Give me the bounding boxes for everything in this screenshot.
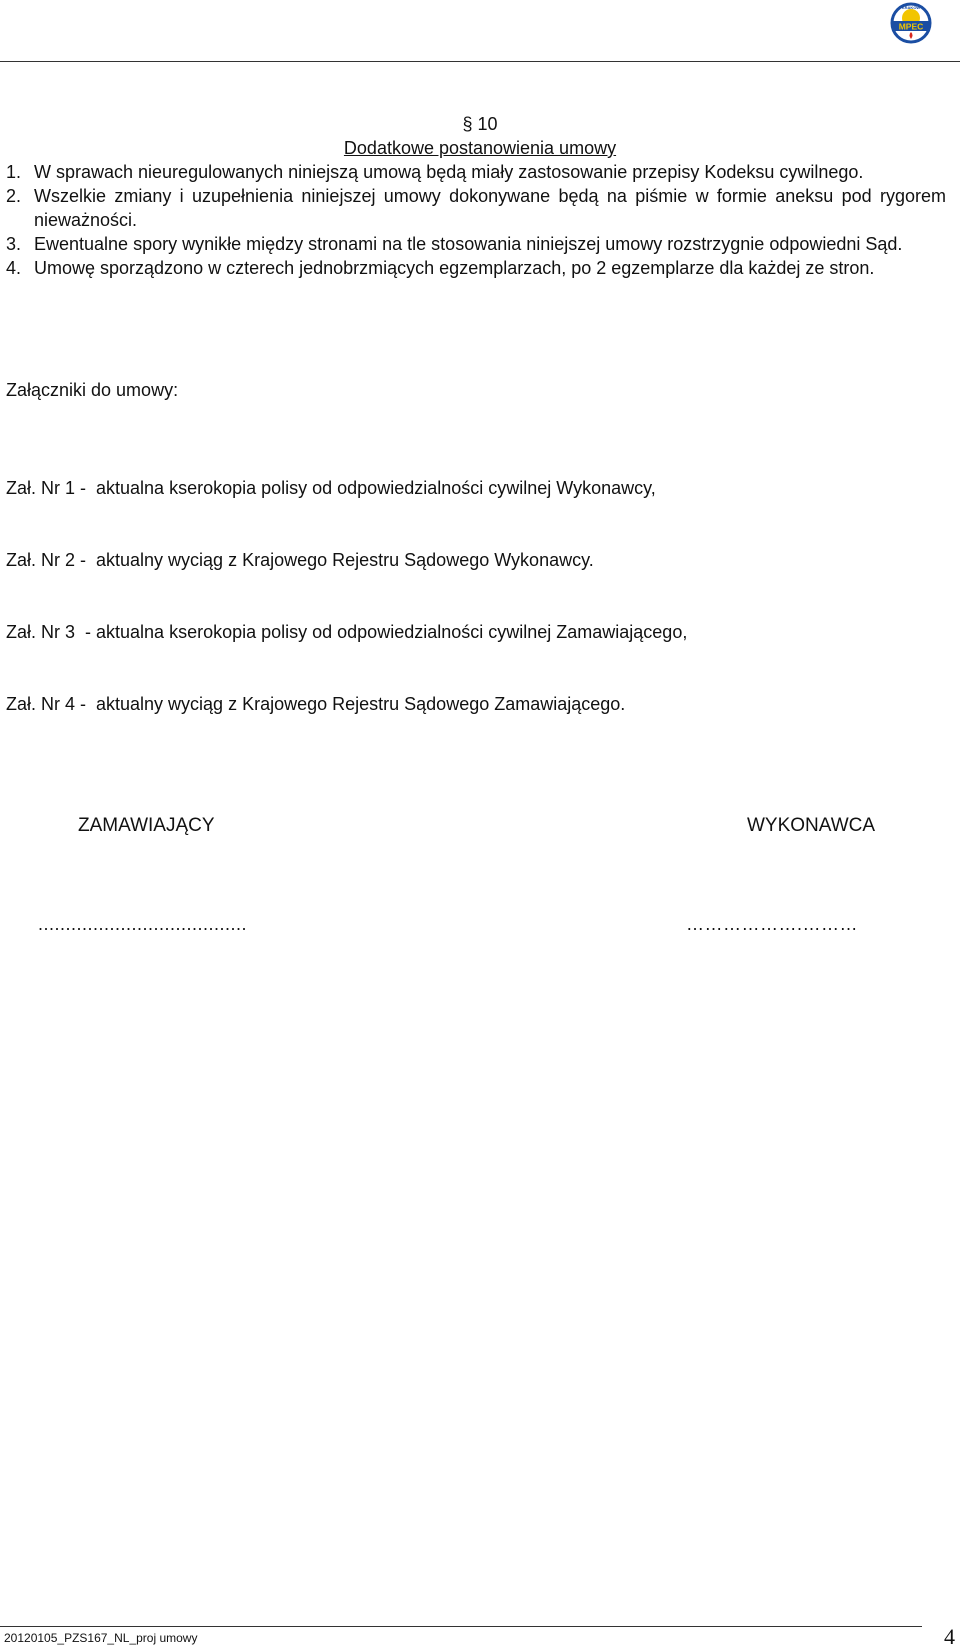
signature-label-zamawiajacy: ZAMAWIAJĄCY (78, 815, 215, 836)
clause-item (6, 160, 946, 184)
clause-list (6, 160, 946, 280)
clause-item (6, 184, 946, 232)
logo-arc-text: KRAKÓW (901, 5, 921, 10)
clause-item (6, 232, 946, 256)
clause-text: Ewentualne spory wynikłe między stronami na tle stosowania niniejszej umowy rozstrzygnie odpowiedni Sąd. (34, 234, 903, 254)
logo-flame (910, 32, 913, 39)
footer-rule (0, 1626, 922, 1627)
clause-item (6, 256, 946, 280)
page-number: 4 (944, 1624, 955, 1649)
mpec-logo (888, 0, 934, 46)
logo-text: MPEC (898, 21, 924, 32)
section-heading (0, 112, 960, 136)
clause-text: Umowę sporządzono w czterech jednobrzmiących egzemplarzach, po 2 egzemplarze dla każdej ze stron. (34, 258, 875, 278)
clause-number: 3. (6, 234, 22, 254)
attachments-heading: Załączniki do umowy: (6, 380, 179, 400)
attachment-item: Zał. Nr 1 - aktualna kserokopia polisy od odpowiedzialności cywilnej Wykonawcy, (6, 478, 656, 498)
clause-text: W sprawach nieuregulowanych niniejszą umową będą miały zastosowanie przepisy Kodeksu cywilnego. (34, 162, 864, 182)
attachment-item: Zał. Nr 3 - aktualna kserokopia polisy od odpowiedzialności cywilnej Zamawiającego, (6, 622, 688, 642)
signature-line-right: ……………….……… (686, 914, 859, 934)
header-rule (0, 61, 960, 62)
attachment-item: Zał. Nr 4 - aktualny wyciąg z Krajowego Rejestru Sądowego Zamawiającego. (6, 694, 626, 714)
clause-number: 4. (6, 258, 22, 278)
footer-document-id: 20120105_PZS167_NL_proj umowy (4, 1631, 198, 1645)
clause-text: Wszelkie zmiany i uzupełnienia niniejszej umowy dokonywane będą na piśmie w formie aneksu pod rygorem nieważności. (34, 186, 946, 230)
clause-number: 2. (6, 186, 22, 206)
section-number: 10 (477, 114, 498, 134)
attachment-item: Zał. Nr 2 - aktualny wyciąg z Krajowego Rejestru Sądowego Wykonawcy. (6, 550, 594, 570)
signature-label-wykonawca: WYKONAWCA (747, 815, 876, 836)
clause-number: 1. (6, 162, 22, 182)
section-title: Dodatkowe postanowienia umowy (343, 138, 617, 158)
signature-line-left: ...................................... (38, 914, 248, 934)
section-symbol: § (462, 114, 473, 134)
attachments-list (6, 428, 687, 740)
